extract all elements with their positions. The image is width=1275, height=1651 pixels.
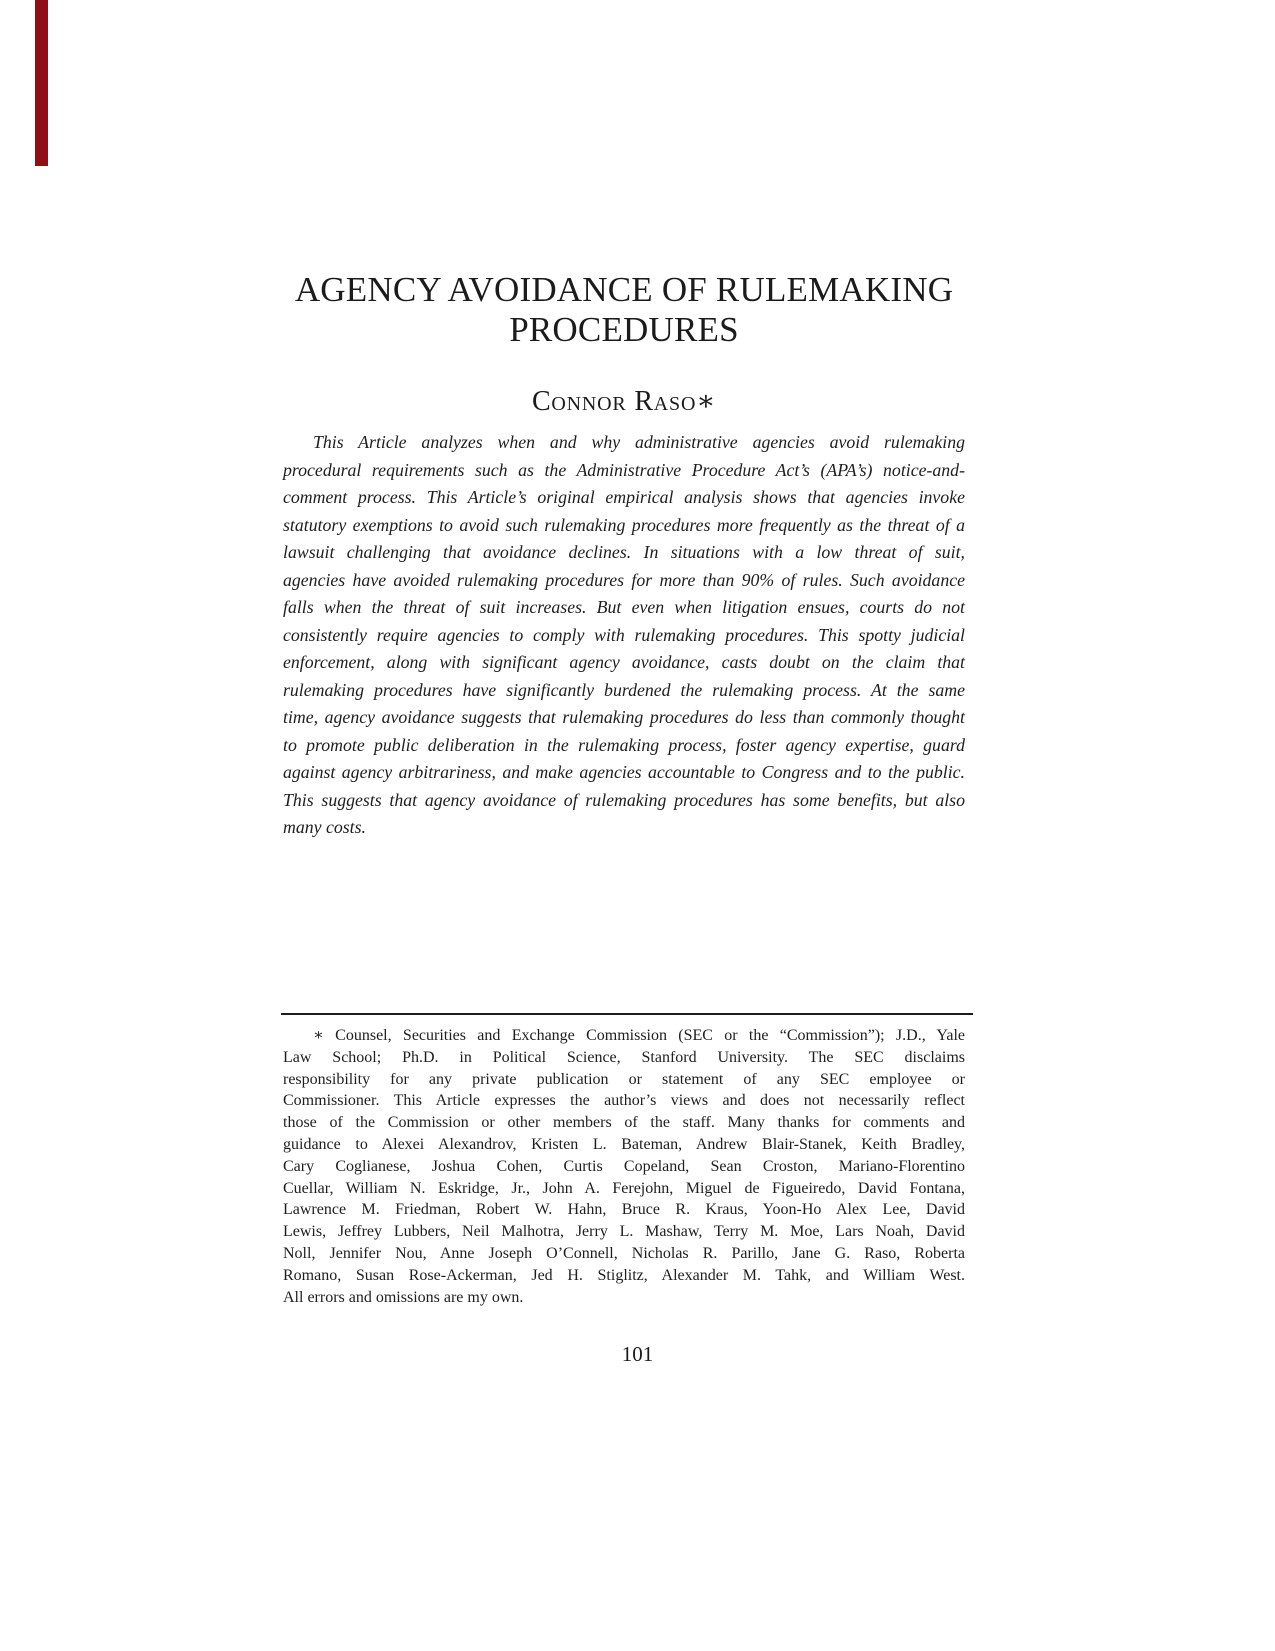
- text-line: Commissioner. This Article expresses the author’s views and does not necessarily reflect: [283, 1092, 965, 1110]
- text-line: AGENCY AVOIDANCE OF RULEMAKING: [294, 270, 954, 309]
- article-title: [283, 270, 965, 350]
- text-line: This Article analyzes when and why administrative agencies avoid rulemaking: [313, 432, 965, 452]
- text-line: falls when the threat of suit increases. But even when litigation ensues, courts do not: [283, 597, 965, 617]
- text-line: consistently require agencies to comply with rulemaking procedures. This spotty judicial: [283, 624, 965, 645]
- text-line: many costs.: [283, 817, 366, 837]
- text-line: Lawrence M. Friedman, Robert W. Hahn, Bruce R. Kraus, Yoon-Ho Alex Lee, David: [283, 1201, 965, 1219]
- text-line: Romano, Susan Rose-Ackerman, Jed H. Stiglitz, Alexander M. Tahk, and William West.: [283, 1266, 965, 1284]
- text-line: statutory exemptions to avoid such rulemaking procedures more frequently as the threat of a: [283, 514, 965, 535]
- text-line: Noll, Jennifer Nou, Anne Joseph O’Connell, Nicholas R. Parillo, Jane G. Raso, Roberta: [283, 1244, 965, 1262]
- text-line: ∗ Counsel, Securities and Exchange Commission (SEC or the “Commission”); J.D., Yale: [313, 1027, 965, 1044]
- text-line: rulemaking procedures have significantly burdened the rulemaking process. At the same: [283, 679, 965, 700]
- text-line: time, agency avoidance suggests that rulemaking procedures do less than commonly thought: [283, 707, 965, 727]
- text-line: against agency arbitrariness, and make agencies accountable to Congress and to the public.: [283, 762, 965, 782]
- red-binding-edge-mark: [35, 0, 48, 166]
- text-line: agencies have avoided rulemaking procedures for more than 90% of rules. Such avoidance: [283, 569, 965, 590]
- text-line: Cary Coglianese, Joshua Cohen, Curtis Copeland, Sean Croston, Mariano-Florentino: [283, 1157, 965, 1175]
- text-line: guidance to Alexei Alexandrov, Kristen L. Bateman, Andrew Blair-Stanek, Keith Bradley,: [283, 1135, 965, 1153]
- page-number: 101: [621, 1342, 654, 1366]
- text-line: responsibility for any private publication or statement of any SEC employee or: [283, 1070, 965, 1088]
- text-line: This suggests that agency avoidance of rulemaking procedures has some benefits, but also: [283, 789, 965, 810]
- footnote-block: [283, 1025, 965, 1308]
- text-line: to promote public deliberation in the rulemaking process, foster agency expertise, guard: [283, 734, 965, 755]
- footnote-separator-rule: [281, 1013, 973, 1015]
- text-line: Law School; Ph.D. in Political Science, Stanford University. The SEC disclaims: [283, 1048, 965, 1066]
- text-line: procedural requirements such as the Administrative Procedure Act’s (APA’s) notice-and-: [283, 459, 965, 480]
- text-line: PROCEDURES: [509, 310, 739, 349]
- text-line: comment process. This Article’s original empirical analysis shows that agencies invoke: [283, 487, 965, 507]
- text-line: Cuellar, William N. Eskridge, Jr., John A. Ferejohn, Miguel de Figueiredo, David Fontana,: [283, 1179, 965, 1197]
- text-line: enforcement, along with significant agency avoidance, casts doubt on the claim that: [283, 652, 965, 672]
- text-line: All errors and omissions are my own.: [283, 1288, 524, 1306]
- text-line: Lewis, Jeffrey Lubbers, Neil Malhotra, Jerry L. Mashaw, Terry M. Moe, Lars Noah, David: [283, 1223, 965, 1241]
- text-line: those of the Commission or other members of the staff. Many thanks for comments and: [283, 1114, 965, 1132]
- text-line: lawsuit challenging that avoidance declines. In situations with a low threat of suit,: [283, 542, 965, 562]
- author-byline: Connor Raso∗: [531, 386, 717, 417]
- abstract-paragraph: [283, 429, 965, 842]
